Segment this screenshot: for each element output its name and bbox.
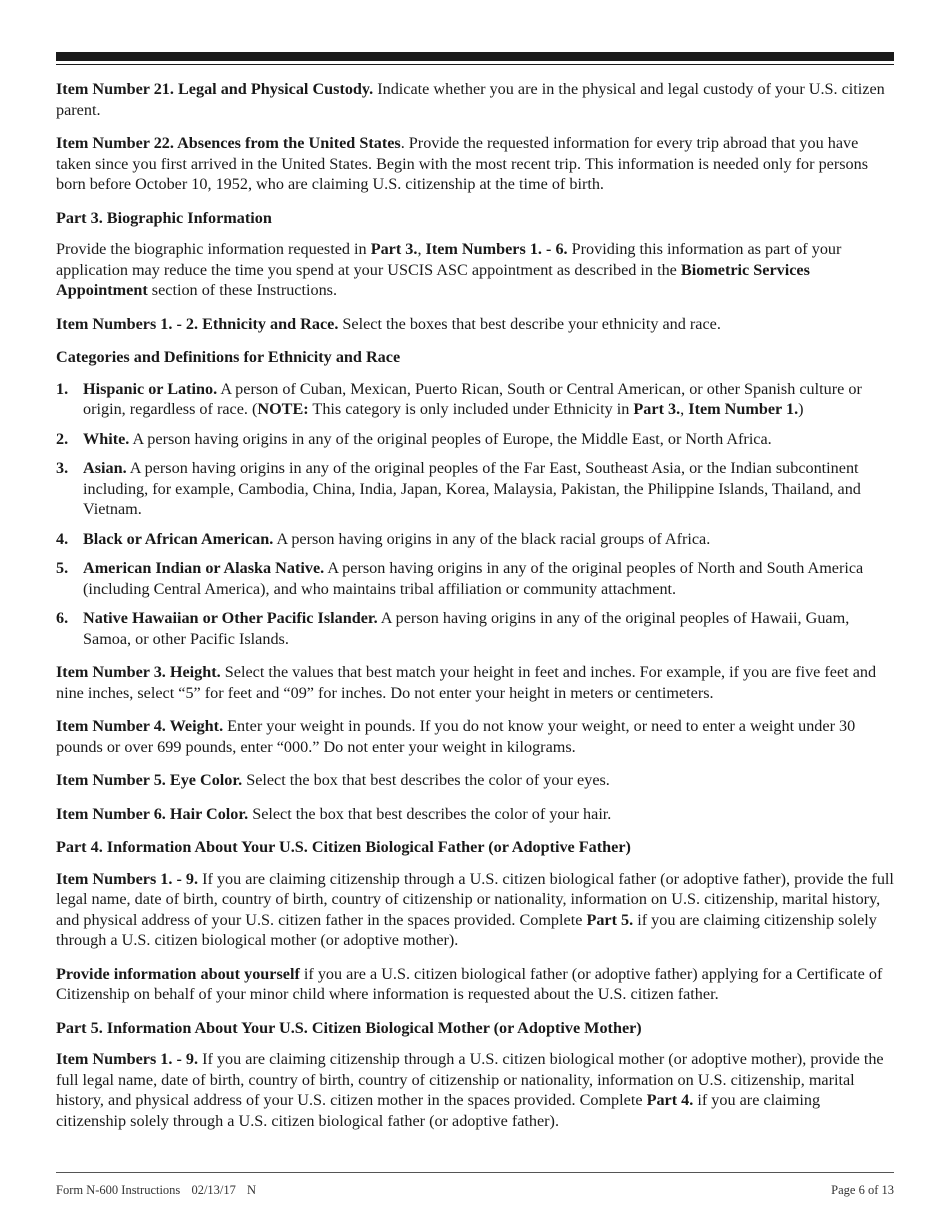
part-5-items-paragraph: Item Numbers 1. - 9. If you are claiming citizenship through a U.S. citizen biological mother (or adoptive mother), provide the full legal name, date of birth, country of birth, country of citizenship or nationality, information on U.S. citizenship, marital history, and physical address of your U.S. citizen mother in the spaces provided. Complete Part 4. if you are claiming citizenship solely through a U.S. citizen biological father (or adoptive father).: [56, 1050, 884, 1130]
item-4-paragraph: Item Number 4. Weight. Enter your weight in pounds. If you do not know your weight, or need to enter a weight under 30 pounds or over 699 pounds, enter “000.” Do not enter your weight in kilograms.: [56, 717, 856, 756]
footer-form-info: [56, 1183, 264, 1198]
list-item: 6. Native Hawaiian or Other Pacific Islander. A person having origins in any of the original peoples of Hawaii, Guam, Samoa, or other Pacific Islands.: [56, 609, 850, 648]
part-4-yourself-paragraph: Provide information about yourself if you are a U.S. citizen biological father (or adoptive father) applying for a Certificate of Citizenship on behalf of your minor child where information is requested about the U.S. citizen father.: [56, 964, 883, 1003]
part-3-heading: Part 3. Biographic Information: [56, 208, 272, 227]
item-5-paragraph: Item Number 5. Eye Color. Select the box that best describes the color of your eyes.: [56, 771, 610, 789]
categories-heading: Categories and Definitions for Ethnicity and Race: [56, 348, 401, 366]
item-3-paragraph: Item Number 3. Height. Select the values that best match your height in feet and inches. For example, if you are five feet and nine inches, select “5” for feet and “09” for inches. Do not enter your height in meters or centimeters.: [56, 663, 877, 702]
footer-form-date: 02/13/17: [191, 1183, 236, 1197]
list-item: 3. Asian. A person having origins in any of the original peoples of the Far East, Southeast Asia, or the Indian subcontinent including, for example, Cambodia, China, India, Japan, Korea, Malaysia, Pakistan, the Philippine Islands, Thailand, and Vietnam.: [56, 459, 861, 518]
categories-list: [56, 379, 894, 650]
page-number: Page 6 of 13: [831, 1183, 894, 1197]
item-22-paragraph: Item Number 22. Absences from the United States. Provide the requested information for every trip abroad that you have taken since you first arrived in the United States. Begin with the most recent trip. This information is needed only for persons born before October 10, 1952, who are claiming U.S. citizenship at the time of birth.: [56, 134, 869, 193]
list-item: 2. White. A person having origins in any of the original peoples of Europe, the Middle East, or North Africa.: [56, 429, 772, 448]
footer-form-edition: N: [247, 1183, 257, 1197]
part-4-items-paragraph: Item Numbers 1. - 9. If you are claiming citizenship through a U.S. citizen biological father (or adoptive father), provide the full legal name, date of birth, country of birth, country of citizenship or nationality, information on U.S. citizenship, marital history, and physical address of your U.S. citizen father in the spaces provided. Complete Part 5. if you are claiming citizenship solely through a U.S. citizen biological mother (or adoptive mother).: [56, 869, 894, 949]
part-5-heading: Part 5. Information About Your U.S. Citizen Biological Mother (or Adoptive Mother): [56, 1018, 642, 1037]
items-1-2-paragraph: Item Numbers 1. - 2. Ethnicity and Race. Select the boxes that best describe your ethnicity and race.: [56, 314, 721, 333]
header-rule-thick: [56, 52, 894, 61]
item-6-paragraph: Item Number 6. Hair Color. Select the box that best describes the color of your hair.: [56, 804, 612, 823]
item-21-paragraph: Item Number 21. Legal and Physical Custody. Indicate whether you are in the physical and legal custody of your U.S. citizen parent.: [56, 80, 885, 119]
part-4-heading: Part 4. Information About Your U.S. Citizen Biological Father (or Adoptive Father): [56, 838, 631, 856]
part-3-intro: Provide the biographic information requested in Part 3., Item Numbers 1. - 6. Providing this information as part of your application may reduce the time you spend at your USCIS ASC appointment as described in the Biometric Services Appointment section of these Instructions.: [56, 240, 842, 299]
list-item: 5. American Indian or Alaska Native. A person having origins in any of the original peoples of North and South America (including Central America), and who maintains tribal affiliation or community attachment.: [56, 559, 864, 598]
footer-rule: [56, 1172, 894, 1173]
list-item: 4. Black or African American. A person having origins in any of the black racial groups of Africa.: [56, 529, 711, 548]
header-rule-thin: [56, 64, 894, 65]
footer-form-name: Form N-600 Instructions: [56, 1183, 181, 1197]
page-footer: [56, 1183, 894, 1198]
list-item: 1. Hispanic or Latino. A person of Cuban, Mexican, Puerto Rican, South or Central American, or other Spanish culture or origin, regardless of race. (NOTE: This category is only included under Ethnicity in Part 3., Item Number 1.): [56, 379, 862, 418]
document-body: [56, 79, 894, 1144]
